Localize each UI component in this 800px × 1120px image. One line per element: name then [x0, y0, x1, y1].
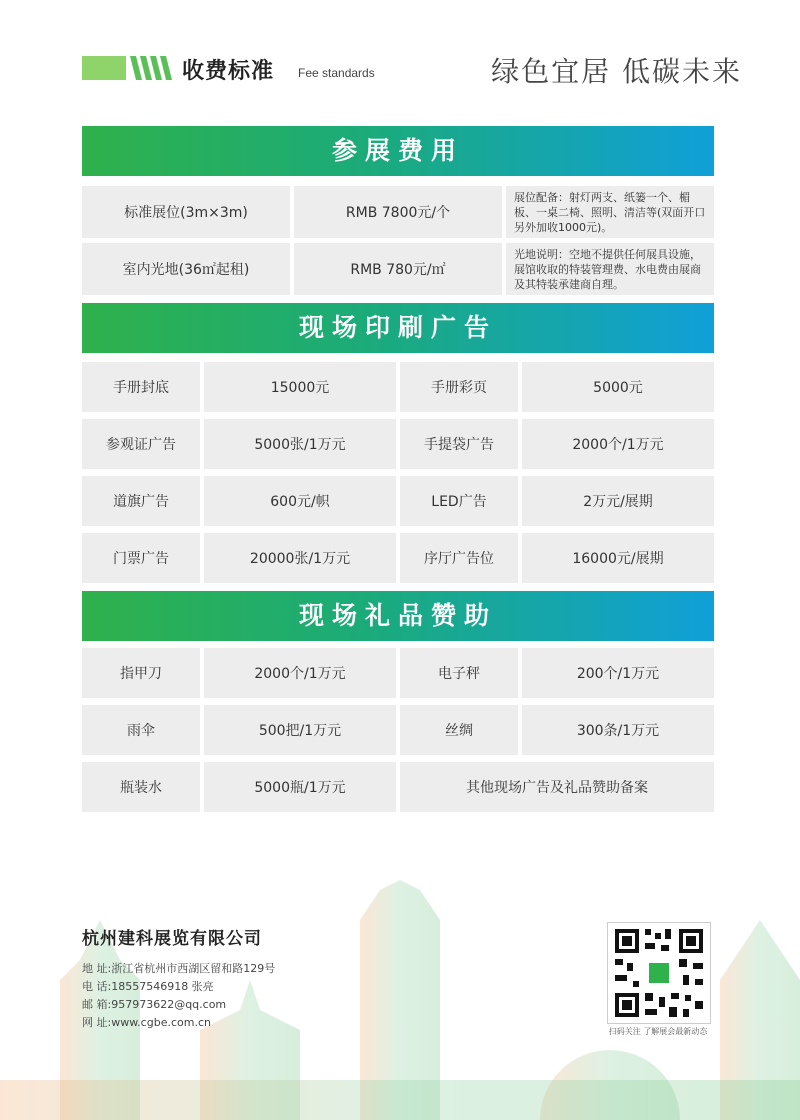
company-website: 网 址:www.cgbe.com.cn: [82, 1016, 211, 1029]
fee-price: RMB 7800元/个: [294, 186, 502, 238]
gift-other-note: 其他现场广告及礼品赞助备案: [400, 762, 714, 812]
ad-item: 门票广告: [82, 533, 200, 583]
ad-price: 2000个/1万元: [522, 419, 714, 469]
ad-price: 2万元/展期: [522, 476, 714, 526]
ad-price: 15000元: [204, 362, 396, 412]
fee-price: RMB 780元/㎡: [294, 243, 502, 295]
section-banner-exhibition-fees: 参展费用: [82, 126, 714, 176]
qr-caption: 扫码关注 了解展会最新动态: [608, 1027, 708, 1036]
page-subtitle: Fee standards: [298, 66, 375, 80]
company-name: 杭州建科展览有限公司: [82, 929, 262, 949]
ad-price: 5000张/1万元: [204, 419, 396, 469]
section-banner-gift-sponsorship: 现场礼品赞助: [82, 591, 714, 641]
gift-item: 雨伞: [82, 705, 200, 755]
ad-item: LED广告: [400, 476, 518, 526]
ad-item: 手提袋广告: [400, 419, 518, 469]
ad-price: 5000元: [522, 362, 714, 412]
section-banner-onsite-print-ads: 现场印刷广告: [82, 303, 714, 353]
fee-item: 室内光地(36㎡起租): [82, 243, 290, 295]
ad-price: 20000张/1万元: [204, 533, 396, 583]
ad-item: 序厅广告位: [400, 533, 518, 583]
fee-note: 光地说明：空地不提供任何展具设施，展馆收取的特装管理费、水电费由展商及其特装承建商自理。: [506, 243, 714, 295]
gift-item: 瓶装水: [82, 762, 200, 812]
gift-item: 丝绸: [400, 705, 518, 755]
gift-item: 指甲刀: [82, 648, 200, 698]
qr-code-icon: [607, 922, 711, 1024]
page-title: 收费标准: [182, 59, 275, 84]
gift-item: 电子秤: [400, 648, 518, 698]
ad-price: 600元/帜: [204, 476, 396, 526]
gift-price: 5000瓶/1万元: [204, 762, 396, 812]
ad-item: 手册彩页: [400, 362, 518, 412]
fee-item: 标准展位(3m×3m): [82, 186, 290, 238]
slogan: 绿色宜居 低碳未来: [491, 55, 742, 88]
gift-price: 300条/1万元: [522, 705, 714, 755]
ad-price: 16000元/展期: [522, 533, 714, 583]
company-email: 邮 箱:957973622@qq.com: [82, 998, 227, 1011]
company-address: 地 址:浙江省杭州市西湖区留和路129号: [82, 962, 276, 975]
gift-price: 500把/1万元: [204, 705, 396, 755]
fee-note: 展位配备：射灯两支、纸篓一个、楣板、一桌二椅、照明、清洁等(双面开口另外加收1000元)。: [506, 186, 714, 238]
gift-price: 200个/1万元: [522, 648, 714, 698]
ad-item: 道旗广告: [82, 476, 200, 526]
gift-price: 2000个/1万元: [204, 648, 396, 698]
ad-item: 手册封底: [82, 362, 200, 412]
ad-item: 参观证广告: [82, 419, 200, 469]
company-phone: 电 话:18557546918 张亮: [82, 980, 214, 993]
header-stripes-icon: [82, 56, 174, 80]
